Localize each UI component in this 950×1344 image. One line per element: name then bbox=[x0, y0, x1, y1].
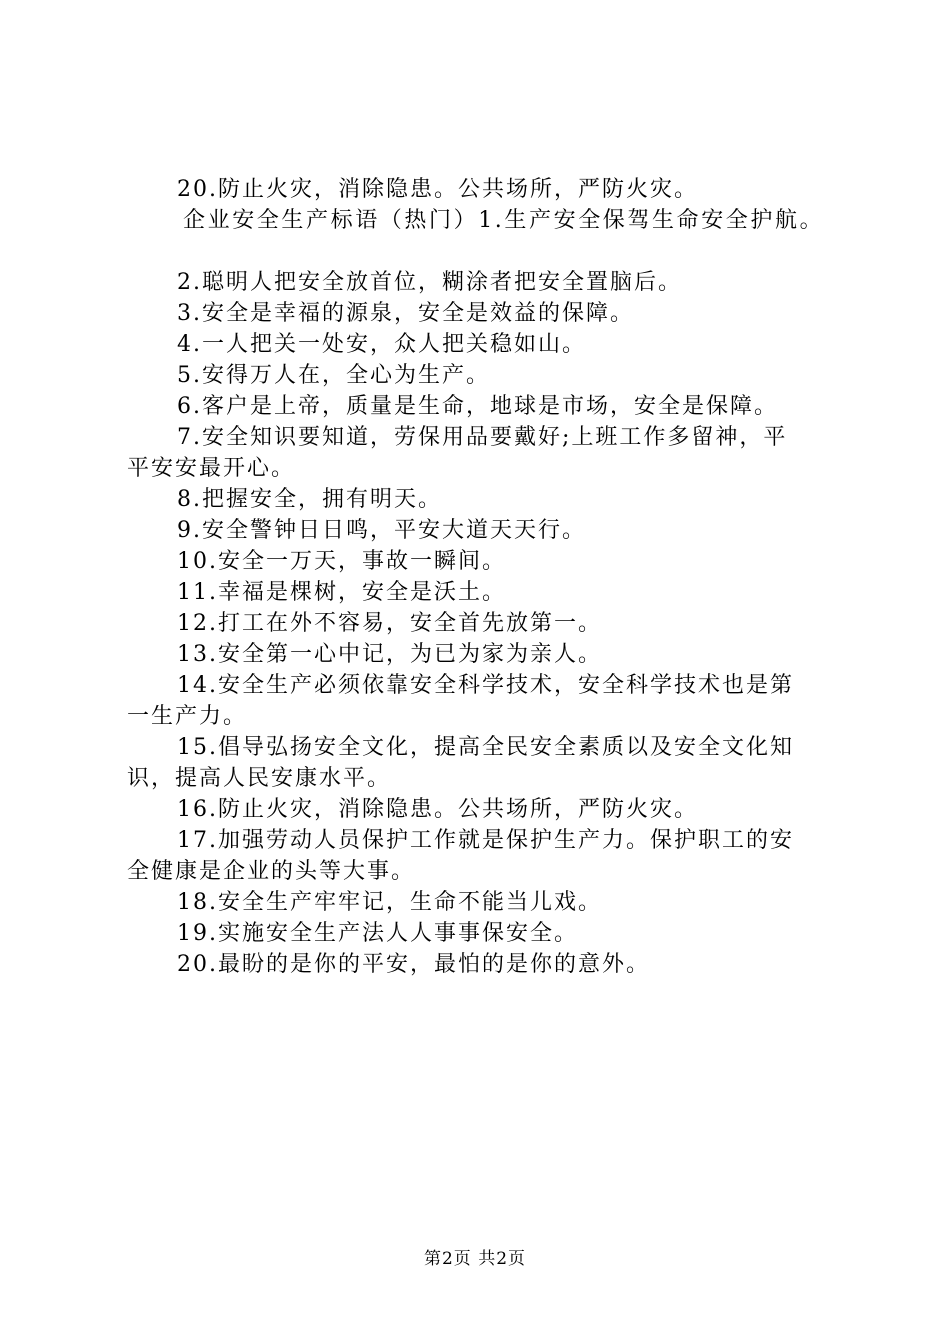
slogan-line: 15.倡导弘扬安全文化，提高全民安全素质以及安全文化知 bbox=[177, 735, 794, 760]
slogan-line: 13.安全第一心中记，为已为家为亲人。 bbox=[177, 642, 602, 667]
slogan-line: 3.安全是幸福的源泉，安全是效益的保障。 bbox=[177, 301, 634, 326]
slogan-line: 14.安全生产必须依靠安全科学技术，安全科学技术也是第 bbox=[177, 673, 794, 698]
slogan-line: 4.一人把关一处安，众人把关稳如山。 bbox=[177, 332, 586, 357]
slogan-line: 6.客户是上帝，质量是生命，地球是市场，安全是保障。 bbox=[177, 394, 778, 419]
slogan-line: 19.实施安全生产法人人事事保安全。 bbox=[177, 921, 578, 946]
slogan-line: 8.把握安全，拥有明天。 bbox=[177, 487, 442, 512]
slogan-line: 9.安全警钟日日鸣，平安大道天天行。 bbox=[177, 518, 586, 543]
slogan-line: 17.加强劳动人员保护工作就是保护生产力。保护职工的安 bbox=[177, 828, 794, 853]
slogan-line: 18.安全生产牢牢记，生命不能当儿戏。 bbox=[177, 890, 602, 915]
slogan-line: 20.最盼的是你的平安，最怕的是你的意外。 bbox=[177, 952, 650, 977]
page-footer: 第2页 共2页 bbox=[423, 1249, 527, 1269]
slogan-line: 16.防止火灾，消除隐患。公共场所，严防火灾。 bbox=[177, 797, 698, 822]
slogan-line: 11.幸福是棵树，安全是沃土。 bbox=[177, 580, 506, 605]
slogan-line-continuation: 一生产力。 bbox=[127, 704, 248, 729]
slogan-line: 2.聪明人把安全放首位，糊涂者把安全置脑后。 bbox=[177, 270, 682, 295]
slogan-line: 5.安得万人在，全心为生产。 bbox=[177, 363, 490, 388]
spacer bbox=[127, 236, 847, 267]
slogan-line: 12.打工在外不容易，安全首先放第一。 bbox=[177, 611, 602, 636]
slogan-line: 7.安全知识要知道，劳保用品要戴好;上班工作多留神，平 bbox=[177, 425, 788, 450]
slogan-line-continuation: 全健康是企业的头等大事。 bbox=[127, 859, 416, 884]
slogan-line-continuation: 平安安最开心。 bbox=[127, 456, 296, 481]
document-body bbox=[127, 174, 847, 980]
slogan-line-continuation: 识，提高人民安康水平。 bbox=[127, 766, 392, 791]
slogan-line: 10.安全一万天，事故一瞬间。 bbox=[177, 549, 506, 574]
section-heading-line: 企业安全生产标语（热门）1.生产安全保驾生命安全护航。 bbox=[183, 208, 825, 233]
slogan-line: 20.防止火灾，消除隐患。公共场所，严防火灾。 bbox=[177, 177, 698, 202]
